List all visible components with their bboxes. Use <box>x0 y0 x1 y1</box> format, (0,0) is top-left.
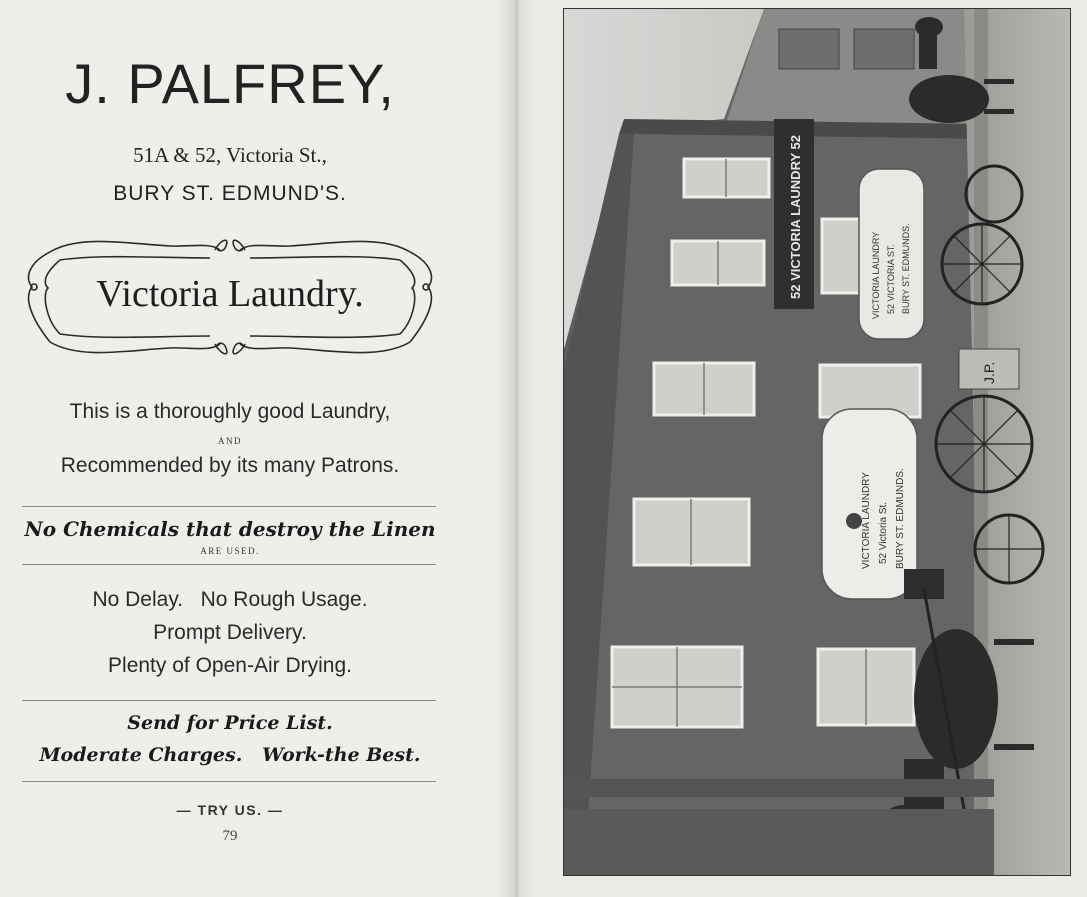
chemicals-line: No Chemicals that destroy the Linen <box>24 517 436 541</box>
crate-text: J.P. <box>981 361 997 384</box>
cart-2-line-3: BURY ST. EDMUNDS. <box>895 468 906 569</box>
charges-line: Moderate Charges. Work-the Best. <box>39 744 421 766</box>
divider-3 <box>22 700 436 701</box>
page-number: 79 <box>222 828 238 844</box>
address-line-2: BURY ST. EDMUND'S. <box>113 182 347 205</box>
divider-4 <box>22 781 436 782</box>
proprietor-name: J. PALFREY, <box>65 52 395 115</box>
service-line-1: No Delay. No Rough Usage. <box>92 588 368 611</box>
shop-sign-text: 52 VICTORIA LAUNDRY 52 <box>788 135 803 299</box>
try-us-line: — TRY US. — <box>176 802 284 818</box>
divider-2 <box>22 564 436 565</box>
business-name: Victoria Laundry. <box>96 273 364 315</box>
cart-1-line-3: BURY ST. EDMUNDS. <box>901 223 911 314</box>
address-line-1: 51A & 52, Victoria St., <box>133 143 327 167</box>
chemicals-sub: ARE USED. <box>200 546 260 556</box>
cart-2-line-1: VICTORIA LAUNDRY <box>861 472 872 569</box>
claim-line-2: Recommended by its many Patrons. <box>60 454 400 477</box>
book-gutter-shadow <box>496 0 536 897</box>
laundry-photograph <box>563 8 1071 876</box>
cart-1-line-2: 52 VICTORIA ST. <box>886 244 896 314</box>
price-list-line: Send for Price List. <box>127 712 333 734</box>
cart-2-line-2: 52 Victoria St. <box>878 501 889 564</box>
photo-illustration <box>564 9 1070 875</box>
left-page <box>0 0 516 897</box>
cart-1-line-1: VICTORIA LAUNDRY <box>871 231 881 319</box>
claim-and: AND <box>218 436 242 446</box>
claim-line-1: This is a thoroughly good Laundry, <box>69 400 391 423</box>
service-line-2: Prompt Delivery. <box>153 621 307 644</box>
service-line-3: Plenty of Open-Air Drying. <box>108 654 352 677</box>
divider-1 <box>22 506 436 507</box>
